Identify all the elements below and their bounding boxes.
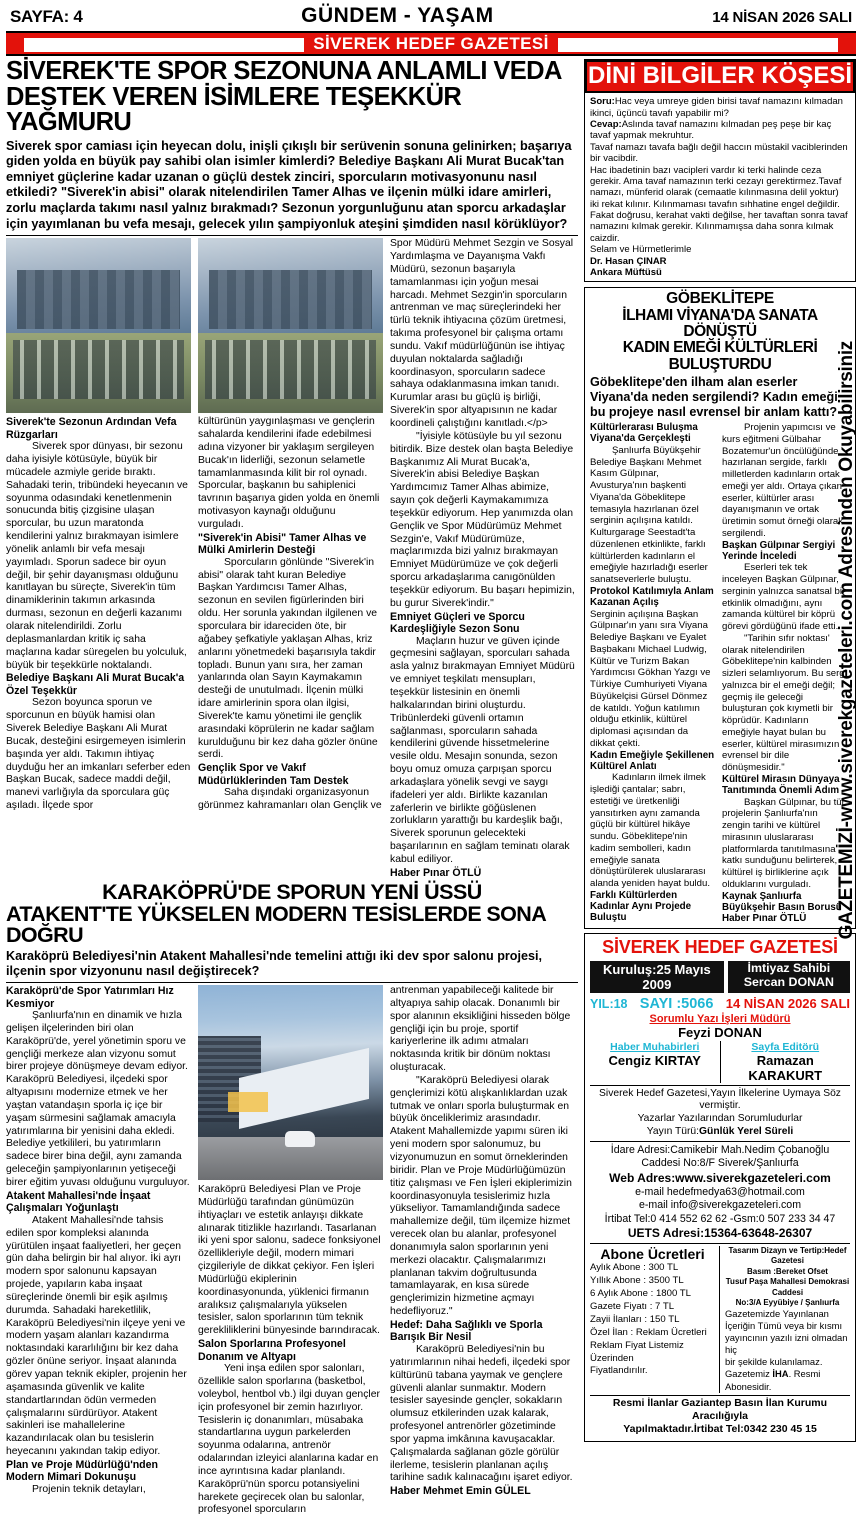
imprint-foot2: Yapılmaktadır.İrtibat Tel:0342 230 45 15 — [623, 1423, 817, 1436]
article1-headline — [6, 59, 578, 136]
imprint-copy5 — [725, 1368, 850, 1392]
article1-columns — [6, 238, 578, 879]
article-siverek-spor — [6, 59, 578, 879]
photo-car — [285, 1131, 315, 1147]
article1-byline: Haber Pınar ÖTLÜ — [390, 866, 482, 879]
imprint-foot1: Resmi İlanlar Gaziantep Basın İlan Kurumu Aracılığıyla — [612, 1396, 828, 1422]
article1-photo-2 — [198, 238, 383, 413]
article2-col3-body — [390, 985, 575, 1319]
photo-team-row — [13, 340, 183, 400]
article1-col3 — [390, 238, 575, 879]
imprint-email1: e-mail hedefmedya63@hotmail.com — [635, 1185, 805, 1198]
paragraph: Başkan Gülpınar, bu tür projelerin Şanlıurfa'nın zengin tarihi ve kültürel mirasının uluslararası platformlarda tanıtılmasına katkı sunduğunu belirterek, kültürel iş birliklerine açık olduklarını vurguladı. — [722, 796, 845, 890]
article2-col1-body3 — [6, 1484, 191, 1497]
imprint-muhabir-name: Cengiz KIRTAY — [608, 1052, 701, 1068]
dini-p3: Hac ibadetinin bazı vacipleri vardır ki terki halinde ceza gerekir. Ama tavaf namazının terki cezayı gerektirmez.Tavaf namazı, münferid olarak (cemaatle kılınmasına delil yoktur) iki rekat kılınır. Kılınmaması tavafın sıhhatine engel değildir. Fakat doğrusu, kerahat vakti değilse, her tavaftan sonra tavaf namazını kılmak gerekir. Kılınmamışsa daha sonra kılmak caizdir. — [590, 164, 848, 244]
gob-col1-sub3: Kadın Emeğiyle Şekillenen Kültürel Anlatı — [590, 749, 715, 772]
imprint-muhabir-label: Haber Muhabirleri — [610, 1040, 700, 1053]
article2-col1-body2 — [6, 1215, 191, 1459]
paragraph: Siverek spor dünyası, bir sezonu daha iyisiyle kötüsüyle, büyük bir mücadele azmiyle geride bıraktı. Sahadaki terin, tribündeki heyecanın ve soyunma odasındaki kenetlenmenin sonucunda bitiş çizgisine ulaşan sporcular, bu uzun maratonda kendilerini yalnız bırakmayan isimlere yönelik anlamlı bir vefa mesajı yayımladı. Sporun sadece bir oyun değil, bir şehir dayanışması olduğunu kanıtlayan bu süreçte, Siverek'in tüm dinamiklerinin takımın arkasında durması, sezonun en değerli kazanımı olarak nitelendirildi. Zorlu deplasmanlardan kritik iç saha maçlarına kadar süregelen bu yolculuk, büyük bir teşekkürle noktalandı. — [6, 441, 188, 671]
page-number-label: SAYFA: 4 — [10, 7, 83, 26]
imprint-date: 14 NİSAN 2026 SALI — [725, 995, 850, 1011]
imprint-policy3-label: Yayın Türü: — [646, 1126, 700, 1138]
gobeklitepe-col1 — [590, 422, 715, 925]
gob-col2-sub2: Kültürel Mirasın Dünyaya Tanıtımında Önemli Adım — [722, 773, 840, 797]
paragraph: Projenin yapımcısı ve kurs eğitmeni Gülbahar Bozatemur'un öncülüğünde hazırlanan sergide, farklı milletlerden kadınların ortak emeği yer aldı. Ortaya çıkan eserler, kültürler arası dayanışmanın ve ortak üretimin somut örneği olarak sergilendi. — [722, 422, 844, 539]
gob-col2-body2 — [722, 562, 847, 774]
vertical-strip-text: GAZETEMİZİ-www.siverekgazeteleri.com Adresinden Okuyabilirsiniz — [836, 340, 857, 940]
paragraph: Serginin açılışına Başkan Gülpınar'ın yanı sıra Viyana Belediye Başkanı ve Eyalet Başbakanı Michael Ludwig, Kültür ve Turizm Bakan Yardımcısı Gökhan Yazgı ve Türkiye Cumhuriyeti Viyana Büyükelçisi Gürsel Dönmez de katıldı. Yoğun katılımın olduğu etkinlik, kültürel diplomasi açısından da dikkat çekti. — [590, 608, 711, 749]
dini-closing: Selam ve Hürmetlerimle — [590, 244, 692, 256]
imprint-copyright — [725, 1308, 850, 1392]
imprint-policy1: Siverek Hedef Gazetesi,Yayın İlkelerine Uymaya Söz vermiştir. — [599, 1087, 841, 1112]
article1-col3-body2 — [390, 636, 575, 867]
gobeklitepe-title1: GÖBEKLİTEPE — [666, 290, 774, 308]
page-grid — [6, 59, 856, 1517]
section-title: GÜNDEM - YAŞAM — [301, 4, 494, 27]
article1-col2-body — [198, 416, 383, 532]
gob-col1-body3 — [590, 772, 715, 890]
paragraph: Atakent Mahallesi'nde tahsis edilen spor kompleksi alanında yürütülen inşaat faaliyetleri, her geçen gün daha belirgin bir hal alıyor. İki ayrı modern spor salonunu kapsayan projede, yapıların kaba inşaat süreçlerinde önemli bir eşik aşılmış durumda. Sahadaki hareketlilik, Karaköprü Belediyesi'nin ilçeye yeni ve modern yaşam alanları kazandırma noktasındaki kararlılığını bir kez daha gözler önüne seriyor. İnşaat alanında görev yapan teknik ekipler, projenin her aşamasında güvenlik ve kalite standartlarından ödün vermeden çalışmalarını sürdürüyor. Atakent sakinleri ise mahallelerine kazandırılacak olan bu tesislerin heyecanını yakından takip ediyor. — [6, 1214, 187, 1458]
gobeklitepe-lede: Göbeklitepe'den ilham alan eserler Viyana'da neden sergilendi? Kadın emeği bu projeye nasıl evrensel bir anlam kattı? — [590, 374, 838, 419]
imprint-muhabir — [590, 1041, 720, 1083]
article2-headline-line2: ATAKENT'TE YÜKSELEN MODERN TESİSLERDE SONA DOĞRU — [6, 901, 546, 948]
imprint-copy2: İçeriğin Tümü veya bir kısmı — [725, 1320, 843, 1332]
list-item: 6 Aylık Abone : 1800 TL — [590, 1287, 691, 1299]
gobeklitepe-title2: İLHAMI VİYANA'DA SANATA DÖNÜŞTÜ — [622, 306, 818, 340]
imprint-copy4: bir şekilde kulanılamaz. — [725, 1356, 823, 1368]
gobeklitepe-title3: KADIN EMEĞİ KÜLTÜRLERİ BULUŞTURDU — [622, 339, 818, 373]
imprint-policy2: Yazarlar Yazılarından Sorumludurlar — [637, 1113, 803, 1125]
article2-columns — [6, 985, 578, 1517]
right-sidebar — [584, 59, 856, 1517]
paragraph: Şanlıurfa Büyükşehir Belediye Başkanı Mehmet Kasım Gülpınar, Avusturya'nın başkenti Viyana'da Göbeklitepe temasıyla hazırlanan özel serginin açılışına katıldı. Kulturgarage Seestadt'ta düzenlenen etkinlikte, farklı kültürlerden kadınların el emeğiyle hazırladığı eserler sanatseverlerle buluştu. — [590, 444, 708, 586]
imprint-bottom — [590, 1246, 850, 1393]
imprint-editor-label: Sayfa Editörü — [751, 1040, 820, 1053]
photo-glow — [228, 1092, 269, 1112]
article2-col3-sub1: Hedef: Daha Sağlıklı ve Sporla Barışık Bir Nesil — [390, 1318, 543, 1344]
article2-col2-body2 — [198, 1363, 383, 1517]
article1-col3-body — [390, 238, 575, 610]
imprint-staff — [590, 1041, 850, 1083]
gob-source: Kaynak Şanlıurfa Büyükşehir Basın Borusü — [722, 890, 842, 913]
imprint-subscriptions — [590, 1246, 720, 1393]
divider — [590, 1243, 850, 1244]
header-date: 14 NİSAN 2026 SALI — [712, 9, 852, 26]
dini-body — [585, 96, 855, 278]
gob-col1-body2 — [590, 609, 715, 750]
article2-col2-sub1: Salon Sporlarına Profesyonel Donanım ve Altyapı — [198, 1338, 346, 1363]
imprint-footer — [590, 1395, 850, 1437]
dini-p2: Tavaf namazı tavafa bağlı değil haccın müstakil vaciblerinden bir vacibdir. — [590, 141, 848, 165]
article2-byline: Haber Mehmet Emin GÜLEL — [390, 1485, 531, 1498]
article2-sub2: Atakent Mahallesi'nde İnşaat Çalışmaları Yoğunlaştı — [6, 1189, 151, 1215]
vertical-website-strip — [832, 0, 862, 1280]
article1-headline-line1: SİVEREK'TE SPOR SEZONUNA ANLAMLI VEDA — [6, 57, 562, 85]
gobeklitepe-columns — [590, 422, 850, 925]
article2-col2-body — [198, 1184, 383, 1338]
divider — [590, 1141, 850, 1142]
paragraph: Maçların huzur ve güven içinde geçmesini sağlayan, sporcuları sahada asla yalnız bırakmayan Emniyet Müdürü ve emniyet teşkilatı mensupları, teşekkür listesinin en önemli halkalarından birini oluşturdu. Tribünlerdeki güvenli ortamın sağlanması, sporcuların sahada kendilerini güvende hissetmelerine vesile oldu. Mesajın sonunda, sezon boyu omuz omuza çarpışan sporcu arkadaşlara yönelik sevgi ve saygı ifadeleri yer aldı. Birlikte kazanılan zaferlerin ve birlikte göğüslenen zorlukların yarattığı bu kardeşlik bağı, Siverek sporunun gelecekteki başarılarının en sağlam teminatı olarak kabul ediliyor. — [390, 635, 575, 865]
imprint-copy3: yayıncının yazılı izni olmadan hiç — [725, 1332, 848, 1356]
left-column — [6, 59, 578, 1517]
article2-photo — [198, 985, 383, 1180]
dini-signer-title: Ankara Müftüsü — [590, 267, 662, 279]
paragraph: Sporcuların gönlünde "Siverek'in abisi" olarak taht kuran Belediye Başkan Yardımcısı Tamer Alhas, sezonun en sevilen figürlerinden biri oldu. Her sorunla yakından ilgilenen ve sporculara bir idareciden öte, bir ağabey şefkatiyle yaklaşan Alhas, kriz anlarını yönetmedeki başarısıyla takdir topladı. Bunun yanı sıra, her zaman yanlarında olan Sayın Kaymakamın desteği de unutulmadı. İlçenin mülki idare amirlerinin spora olan ilgisi, Siverek'te kamu yönetimi ile gençlik arasındaki köprülerin ne kadar sağlam kurulduğunu bir kez daha gözler önüne serdi. — [198, 556, 378, 761]
paragraph: antrenman yapabileceği kalitede bir altyapıya sahip olacak. Donanımlı bir spor alanının eksikliğini hisseden bölge gençliği için bu proje, sportif kariyerlerine ilk adımı atmaları noktasında kritik bir dönüm noktası oluşturacak. — [390, 985, 571, 1074]
article1-col2-sub2: Gençlik Spor ve Vakıf Müdürlüklerinden Tam Destek — [198, 762, 349, 787]
paragraph: kültürünün yaygınlaşması ve gençlerin sahalarda kendilerini ifade edebilmesi adına vizyoner bir yaklaşım sergileyen Bucak'ın liderliği, sezonun selametle tamamlanmasında kilit bir rol oynadı. Sporcular, başkanın bu sahiplenici tavrının başarıya giden yolda en önemli motivasyon kaynağı olduğunu vurguladı. — [198, 416, 380, 530]
paragraph: Kadınların ilmek ilmek işlediği çantalar; sabrı, estetiği ve üretkenliği yansıtırken aynı zamanda güçlü bir kültürel hikâye sundu. Göbeklitepe'nin kadim sembolleri, kadın emeğiyle sanata dönüştürülerek uluslararası alanda yeniden hayat buldu. — [590, 772, 711, 889]
dini-soru: Hac veya umreye giden birisi tavaf namazını kılmadan ikinci, üçüncü tavafı yapabilir mi? — [590, 96, 843, 119]
article2-headline-line1: KARAKÖPRÜ'DE SPORUN YENİ ÜSSÜ — [102, 880, 482, 905]
imprint-abone-title: Abone Ücretleri — [600, 1245, 705, 1262]
paragraph: Karaköprü Belediyesi Plan ve Proje Müdürlüğü tarafından günümüzün ihtiyaçları ve estetik anlayışı dikkate alınarak titizlikle hazırlandı. Tasarlanan iki yeni spor salonu, sadece fonksiyonel özellikleriyle değil, modern mimari çizgileriyle de dikkat çekiyor. Fen İşleri Müdürlüğü ekiplerinin koordinasyonunda, yüklenici firmanın aralıksız çalışmalarıyla yükselen tesisler, salon sporlarının tüm teknik gerekliliklerini bünyesinde barındıracak. — [198, 1184, 381, 1337]
paragraph: Sezon boyunca sporun ve sporcunun en büyük hamisi olan Siverek Belediye Başkanı Ali Murat Bucak, desteğini esirgemeyen isimlerin başında yer aldı. Takımın ihtiyaç duyduğu her an imkanları seferber eden Başkan Bucak, sadece maddi değil, manevi varlığıyla da sporculara güç aşıladı. İlçede spor — [6, 697, 191, 812]
dini-signer: Dr. Hasan ÇINAR — [590, 255, 667, 267]
imprint-imtiyaz-name: Sercan DONAN — [743, 974, 834, 989]
list-item: Yıllık Abone : 3500 TL — [590, 1274, 684, 1286]
divider — [6, 235, 578, 236]
divider — [6, 982, 578, 983]
imprint-uets: UETS Adresi:15364-63648-26307 — [627, 1225, 813, 1240]
imprint-policy3 — [590, 1126, 850, 1139]
article1-headline-line2: DESTEK VEREN İSİMLERE TEŞEKKÜR YAĞMURU — [6, 82, 462, 136]
gob-col1-sub1: Kültürlerarası Buluşma Viyana'da Gerçekleşti — [590, 422, 698, 445]
list-item: Reklam Fiyat Listemiz Üzerinden — [590, 1339, 684, 1364]
article2-sub3: Plan ve Proje Müdürlüğü'nden Modern Mimari Dokunuşu — [6, 1458, 159, 1484]
imprint-imtiyaz-label: İmtiyaz Sahibi — [747, 960, 831, 975]
paragraph: "Karaköprü Belediyesi olarak gençlerimizi kötü alışkanlıklardan uzak tutmak ve onları sporla buluşturmak en büyük önceliklerimiz arasındadır. Atakent Mahallemizde yapımı süren iki yeni modern spor salonumuz, bu vizyonumuzun en somut örneklerinden biridir. Plan ve Proje Müdürlüğümüzün titiz çalışması ve Fen İşleri ekiplerimizin koordinasyonuyla tesislerimiz hızla yükseliyor. Tamamlandığında sadece mahallemize değil, tüm ilçemize hizmet verecek olan bu alanlar, profesyonel donanımıyla salon sporlarının yeni merkezi olacaktır. Çalışmalarımızı planlanan takvim doğrultusunda tamamlayarak, en kısa sürede gençlerimizin hizmetine açmayı hedefliyoruz." — [390, 1074, 572, 1318]
imprint-sorumlu-name: Feyzi DONAN — [678, 1024, 762, 1040]
list-item: Fiyatlandırılır. — [590, 1365, 648, 1377]
article1-col2-body3 — [198, 787, 383, 813]
paragraph: "İyisiyle kötüsüyle bu yıl sezonu bitirdik. Bize destek olan başta Belediye Başkanımız Ali Murat Bucak'a, Siverek'in abisi Belediye Başkan Yardımcımız Tamer Alhas abimize, sayın çok değerli Kaymakamımıza teşekkür ediyorum. Hep yanımızda olan Gençlik ve Spor Müdürümüz Mehmet Sezgin'e, Vakıf Müdürümüze, maçlarımızda bizi yalnız bırakmayan Emniyet Müdürümüze ve çok değerli sporcu arkadaşlarıma canıgönülden teşekkür ediyorum. Bu başarı hepimizin, bu gurur Siverek'indir." — [390, 430, 575, 609]
imprint-design2: Basım :Bereket Ofset — [747, 1266, 828, 1276]
imprint-yil: YIL:18 — [590, 996, 628, 1011]
imprint-kurulus: Kuruluş:25 Mayıs 2009 — [590, 961, 724, 993]
dini-title: DİNİ BİLGİLER KÖŞESİ — [585, 60, 855, 93]
imprint-design4: No:3/A Eyyübiye / Şanlıurfa — [735, 1297, 840, 1307]
imprint-email2: e-mail info@siverekgazeteleri.com — [638, 1199, 802, 1212]
imprint-box — [584, 933, 856, 1442]
gob-byline: Haber Pınar ÖTLÜ — [722, 913, 807, 925]
imprint-policy — [590, 1088, 850, 1139]
imprint-web: Web Adres:www.siverekgazeteleri.com — [609, 1170, 831, 1185]
article1-photo — [6, 238, 191, 413]
article1-col1-body — [6, 441, 191, 672]
dini-cevap-label: Cevap: — [590, 118, 622, 130]
imprint-policy3-value: Günlük Yerel Süreli — [699, 1126, 794, 1138]
dini-soru-label: Soru: — [590, 96, 615, 108]
gob-col2-sub1: Başkan Gülpınar Sergiyi Yerinde İnceledi — [722, 539, 836, 562]
gob-col2-body1 — [722, 422, 847, 540]
masthead-banner — [6, 31, 856, 56]
article2-col1-body — [6, 1010, 191, 1190]
dini-bilgiler-box — [584, 59, 856, 282]
article1-col1 — [6, 238, 191, 879]
list-item: Zayii İlanları : 150 TL — [590, 1313, 680, 1325]
dini-cevap: Aslında tavaf namazını kılmadan peş peşe bir kaç tavaf yapmak mekruhtur. — [590, 118, 832, 142]
article1-sub2: Belediye Başkanı Ali Murat Bucak'a Özel Teşekkür — [6, 672, 185, 697]
imprint-copy1: Gazetemizde Yayınlanan — [725, 1308, 829, 1320]
article1-col1-body2 — [6, 697, 191, 813]
list-item: Özel İlan : Reklam Ücretleri — [590, 1326, 707, 1338]
imprint-copy5-a: Gazetemiz — [725, 1368, 773, 1380]
article1-col2 — [198, 238, 383, 879]
imprint-row-kurulus — [590, 961, 850, 993]
imprint-title: SİVEREK HEDEF GAZETESİ — [602, 936, 838, 957]
gob-col2-body3 — [722, 797, 847, 891]
article1-col3-sub1: Emniyet Güçleri ve Sporcu Kardeşliğiyle Sezon Sonu — [390, 610, 525, 636]
imprint-contact — [590, 1144, 850, 1241]
article1-col2-sub1: "Siverek'in Abisi" Tamer Alhas ve Mülki Amirlerin Desteği — [198, 531, 367, 557]
paragraph: Eserleri tek tek inceleyen Başkan Gülpınar, serginin yalnızca sanatsal bir etkinlik olmadığını, aynı zamanda kültürel bir köprü görevi gördüğünü ifade etti. — [722, 562, 846, 633]
paragraph: Spor Müdürü Mehmet Sezgin ve Sosyal Yardımlaşma ve Dayanışma Vakfı Müdürü, sezonun başarıyla tamamlanması için yoğun mesai harcadı. Mehmet Sezgin'in sporcuların antrenman ve maç süreçlerindeki her türlü teknik ihtiyacına çözüm üretmesi, takıma profesyonel bir çalışma ortamı sundu. Vakıf müdürlüğünün ise ihtiyaç duyulan noktalarda sağladığı koordinasyon, sporcuların sadece sahaya odaklanmasına imkan tanıdı. Kurumlar arası bu güçlü iş birliği, Siverek'in spor altyapısının ne kadar koordineli çalıştığını kanıtladı.</p> — [390, 238, 574, 429]
imprint-design3: Tusuf Paşa Mahallesi Demokrasi Caddesi — [725, 1277, 850, 1297]
gob-col1-sub4: Farklı Kültürlerden Kadınlar Aynı Projede Buluştu — [590, 889, 692, 924]
paragraph: Yeni inşa edilen spor salonları, özellikle salon sporlarına (basketbol, voleybol, hentbol vb.) ilgi duyan gençler için profesyonel bir zemin hazırlıyor. Tesislerin iç donanımları, müsabaka standartlarına uygun parkelerden soyunma odalarına, antrenör odalarından izleyici alanlarına kadar en ince ayrıntısına kadar planlandı. Karaköprü'nün sporcu potansiyelini harekete geçirecek olan bu salonlar, profesyonel sporcuların — [198, 1363, 380, 1516]
imprint-addr2: Caddesi No:8/F Siverek/Şanlıurfa — [641, 1157, 799, 1170]
imprint-tel: İrtibat Tel:0 414 552 62 62 -Gsm:0 507 233 34 47 — [604, 1212, 836, 1225]
paragraph: Saha dışındaki organizasyonun görünmez kahramanları olan Gençlik ve — [198, 787, 382, 812]
paragraph: "Tarihin sıfır noktası' olarak nitelendirilen Göbeklitepe'nin kalbinden sizleri selamlıyorum. Bu sergi yalnızca bir el emeği değil; geçmiş ile geleceği buluşturan çok kıymetli bir köprüdür. Kadınların emeğiyle hayat bulan bu eserler, kültürel mirasımızın evrensel bir dile dönüşmesidir." — [722, 632, 847, 774]
photo-team-row — [205, 340, 375, 400]
article2-col3-body2 — [390, 1344, 575, 1485]
imprint-abone-list — [590, 1262, 715, 1378]
paragraph: Şanlıurfa'nın en dinamik ve hızla gelişen ilçelerinden biri olan Karaköprü'de, yerel yönetimin sporu ve gençliği merkeze alan vizyonu somut birer projeye dönüşmeye devam ediyor. Karaköprü Belediyesi, ilçedeki spor altyapısını modernize etmek ve her yaştan vatandaşın sporla iç içe bir yaşam sürmesini sağlamak amacıyla yatırımlarına bir yenisini daha ekledi. Belediye yetkilileri, bu yatırımların sadece birer bina değil, aynı zamanda geleceğin şampiyonlarının yetişeceği birer eğitim yuvası olduğunu vurguluyor. — [6, 1010, 190, 1188]
article1-sub1: Siverek'te Sezonun Ardından Vefa Rüzgarları — [6, 416, 177, 441]
list-item: Gazete Fiyatı : 7 TL — [590, 1300, 675, 1312]
page-header — [6, 4, 856, 30]
divider — [590, 1085, 850, 1086]
article2-lede: Karaköprü Belediyesi'nin Atakent Mahallesi'nde temelini attığı iki dev spor salonu projesi, ilçenin spor vizyonunu nasıl değiştirecek? — [6, 948, 543, 978]
article2-col2 — [198, 985, 383, 1517]
list-item: Aylık Abone : 300 TL — [590, 1261, 679, 1273]
paragraph: Projenin teknik detayları, — [32, 1483, 146, 1495]
article1-lede: Siverek spor camiası için heyecan dolu, inişli çıkışlı bir serüvenin sonuna gelinirken; başarıya giden yolda en büyük pay sahibi olan isimler kimlerdi? Belediye Başkanı Ali Murat Bucak'tan emniyet güçlerine kadar uzanan o güçlü destek zinciri, sporcuların motivasyonunu nasıl etkiledi? "Siverek'in abisi" olarak nitelendirilen Tamer Alhas ve ilçenin mülki idare amirleri, zorlu maçlarda takımı nasıl yalnız bırakmadı? Sezonun yorgunluğunu atan sporcu arkadaşlar için yayımlanan bu vefa mesajı, gelecek yılın şampiyonluk ateşini şimdiden nasıl körüklüyor? — [6, 138, 572, 231]
imprint-sorumlu-label: Sorumlu Yazı İşleri Müdürü — [649, 1012, 791, 1025]
imprint-copy5-c: . Resmi Abonesidir. — [725, 1368, 821, 1392]
banner-title: SİVEREK HEDEF GAZETESİ — [313, 33, 549, 53]
imprint-row-meta — [590, 996, 850, 1012]
imprint-editor-name: Ramazan KARAKURT — [748, 1052, 823, 1083]
paragraph: Karaköprü Belediyesi'nin bu yatırımlarının nihai hedefi, ilçedeki spor kültürünü tabana yaymak ve gençlere güvenli alanlar sunmaktır. Modern tesisler sayesinde gençler, sokakların olumsuz etkilerinden uzak kalarak, profesyonel antrenörler gözetiminde spor yapma imkânına kavuşacaklar. Çalışmalarda sağlanan gözle görülür ilerleme, tesislerin planlanan açılış tarihine sadık kalınacağını işaret ediyor. — [390, 1343, 573, 1484]
article2-col3 — [390, 985, 575, 1517]
article1-col2-body2 — [198, 557, 383, 763]
imprint-sayi: SAYI :5066 — [639, 995, 714, 1012]
gob-col1-body1 — [590, 445, 715, 586]
article-karakopru-spor — [6, 882, 578, 1517]
gobeklitepe-col2 — [722, 422, 847, 925]
imprint-design1: Tasarım Dizayn ve Tertip:Hedef Gazetesi — [728, 1245, 847, 1266]
imprint-printer — [720, 1246, 850, 1393]
imprint-editor — [720, 1041, 851, 1083]
gobeklitepe-box — [584, 287, 856, 928]
imprint-copy5-b: İHA — [772, 1368, 789, 1380]
imprint-addr1: İdare Adresi:Camikebir Mah.Nedim Çobanoğlu — [610, 1144, 830, 1157]
article2-col1 — [6, 985, 191, 1517]
article2-sub1: Karaköprü'de Spor Yatırımları Hız Kesmiyor — [6, 985, 174, 1010]
article2-headline — [6, 882, 578, 947]
gob-col1-sub2: Protokol Katılımıyla Anlam Kazanan Açılış — [590, 585, 714, 609]
